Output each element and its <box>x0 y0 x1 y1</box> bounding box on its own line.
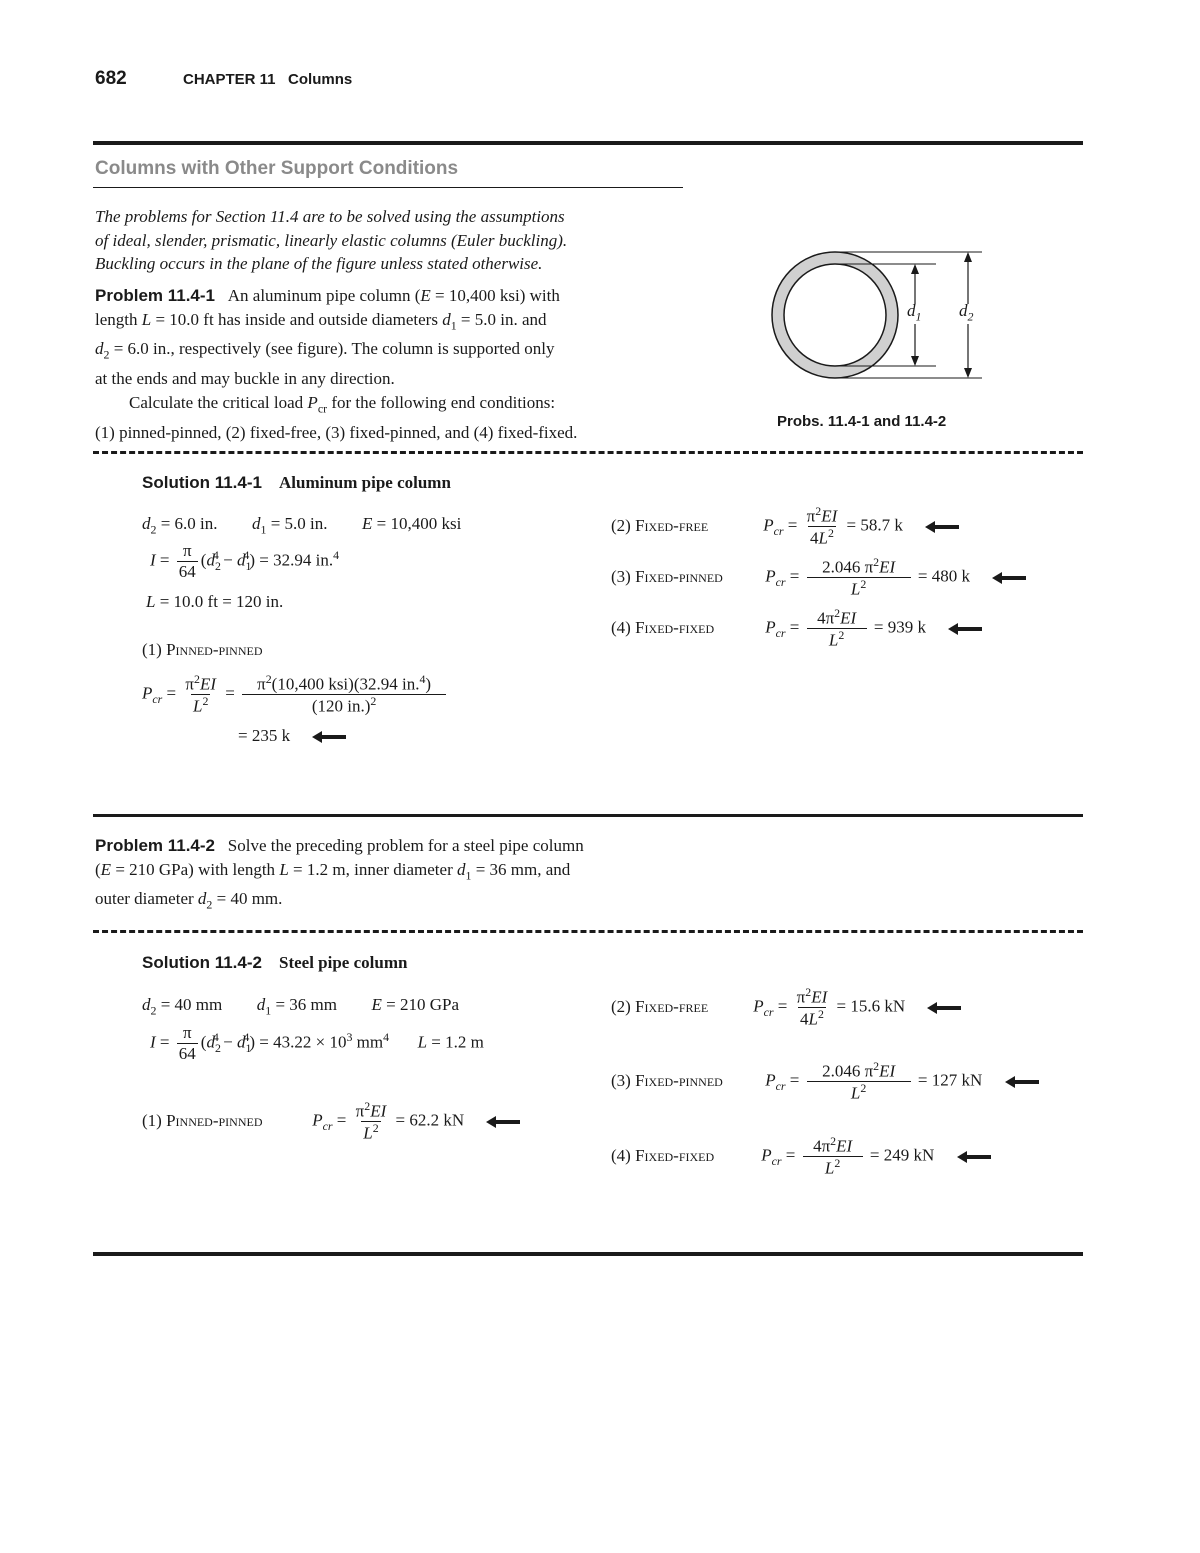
label-d1: $d_1$ <box>907 301 922 324</box>
solution-2-case-1-label: (1) Pinned-pinned <box>142 1110 263 1130</box>
footer-rule <box>93 1252 1083 1256</box>
solution-2-given: $d_2 = 40$ mm $d_1 = 36$ mm E = 210 GPa <box>142 995 460 1018</box>
solution-1-length: L = 10.0 ft = 120 in. <box>146 592 284 611</box>
solution-2-case-3-label: (3) Fixed-pinned <box>611 1070 723 1090</box>
solution-1-subtitle: Aluminum pipe column <box>278 473 451 492</box>
solution-1-case-1-label: (1) Pinned-pinned <box>142 640 263 659</box>
solution-2-title: Solution 11.4-2 <box>142 953 262 972</box>
solution-2-case-4: (4) Fixed-fixed $P_{cr}$ = $\frac{4\pi^2EI}{L^2}$ = 249 kN <box>611 1135 991 1179</box>
solution-2-case-3: (3) Fixed-pinned $P_{cr}$ = $\frac{2.046 \pi^2EI}{L^2}$ = 127 kN <box>611 1060 1039 1104</box>
section-title: Columns with Other Support Conditions <box>95 158 459 179</box>
solution-1-moment-of-inertia: I = $\frac{\pi}{64}$ $(d_2^4 - d_1^4) = 32.94$ in.$^4$ <box>150 541 340 581</box>
dashed-divider-1 <box>93 451 1083 454</box>
solution-2-case-1: (1) Pinned-pinned $P_{cr}$ = $\frac{\pi^2EI}{L^2}$ = 62.2 kN <box>142 1100 520 1144</box>
chapter-title: Columns <box>288 71 353 88</box>
result-arrow-icon <box>957 1151 991 1163</box>
dashed-divider-2 <box>93 930 1083 933</box>
solution-2-case-2-label: (2) Fixed-free <box>611 996 709 1016</box>
solution-1-case-3: (3) Fixed-pinned $P_{cr}$ = $\frac{2.046 \pi^2EI}{L^2}$ = 480 k <box>611 556 1026 600</box>
intro-line: Buckling occurs in the plane of the figure unless stated otherwise. <box>95 254 543 273</box>
solution-2-case-4-label: (4) Fixed-fixed <box>611 1145 715 1165</box>
result-arrow-icon <box>486 1116 520 1128</box>
solution-1-heading <box>142 473 451 493</box>
problem-1: Problem 11.4-1 An aluminum pipe column (E = 10,400 ksi) with length L = 10.0 ft has inside and outside diameters $d_1 = 5.0$ in. and $d_2 = 6.0$ in., respectively (see figure). The column is supported only at the ends and may buckle in any direction. Calculate the critical load $P_{cr}$ for the following end conditions: (1) pinned-pinned, (2) fixed-free, (3) fixed-pinned, and (4) fixed-fixed. <box>95 286 578 442</box>
solution-2-case-2: (2) Fixed-free $P_{cr}$ = $\frac{\pi^2EI}{4L^2}$ = 15.6 kN <box>611 986 961 1030</box>
intro-line: of ideal, slender, prismatic, linearly elastic columns (Euler buckling). <box>95 230 568 250</box>
problem-2-title: Problem 11.4-2 <box>95 836 216 855</box>
label-d2: $d_2$ <box>959 301 974 324</box>
result-arrow-icon <box>992 572 1026 584</box>
solution-2-moment-of-inertia: I = $\frac{\pi}{64}$ $(d_2^4 - d_1^4) = 43.22 \times 10^3$ $mm^4$ L = 1.2 m <box>150 1023 484 1063</box>
top-rule <box>93 141 1083 145</box>
problem-1-title: Problem 11.4-1 <box>95 286 216 305</box>
intro-text <box>95 205 567 276</box>
result-arrow-icon <box>1005 1076 1039 1088</box>
solution-1-case-4-label: (4) Fixed-fixed <box>611 617 715 637</box>
solution-1-case-4: (4) Fixed-fixed $P_{cr}$ = $\frac{4\pi^2EI}{L^2}$ = 939 k <box>611 607 982 651</box>
solution-1-case-2: (2) Fixed-free $P_{cr}$ = $\frac{\pi^2EI}{4L^2}$ = 58.7 k <box>611 505 959 549</box>
result-arrow-icon <box>312 731 346 743</box>
solution-1-case-2-label: (2) Fixed-free <box>611 515 709 535</box>
solution-2-heading <box>142 953 407 973</box>
page-number: 682 <box>95 68 127 89</box>
intro-line: The problems for Section 11.4 are to be solved using the assumptions <box>95 207 565 226</box>
chapter-label <box>183 71 352 88</box>
section-underline <box>93 187 683 188</box>
solution-1-title: Solution 11.4-1 <box>142 473 262 492</box>
problem-2: Problem 11.4-2 Solve the preceding problem for a steel pipe column (E = 210 GPa) with length L = 1.2 m, inner diameter $d_1 = 36$ mm, and outer diameter $d_2 = 40$ mm. <box>95 836 584 912</box>
solution-2-subtitle: Steel pipe column <box>278 953 408 972</box>
pipe-inner-circle <box>784 264 886 366</box>
solution-1-case-1-equation: $P_{cr}$ = $\frac{\pi^2EI}{L^2}$ = $\frac{\pi^2(10,400 ksi)(32.94 in.^4)}{(120 in.)^2}$ <box>142 673 449 717</box>
solution-1-case-1-result: = 235 k <box>238 726 346 746</box>
result-arrow-icon <box>927 1002 961 1014</box>
chapter-number: CHAPTER 11 <box>183 71 276 88</box>
figure-caption: Probs. 11.4-1 and 11.4-2 <box>777 413 947 430</box>
result-arrow-icon <box>948 623 982 635</box>
result-arrow-icon <box>925 521 959 533</box>
solution-1-given: $d_2 = 6.0$ in. $d_1 = 5.0$ in. E = 10,400 ksi <box>142 514 462 537</box>
middle-rule <box>93 814 1083 817</box>
solution-1-case-3-label: (3) Fixed-pinned <box>611 566 723 586</box>
